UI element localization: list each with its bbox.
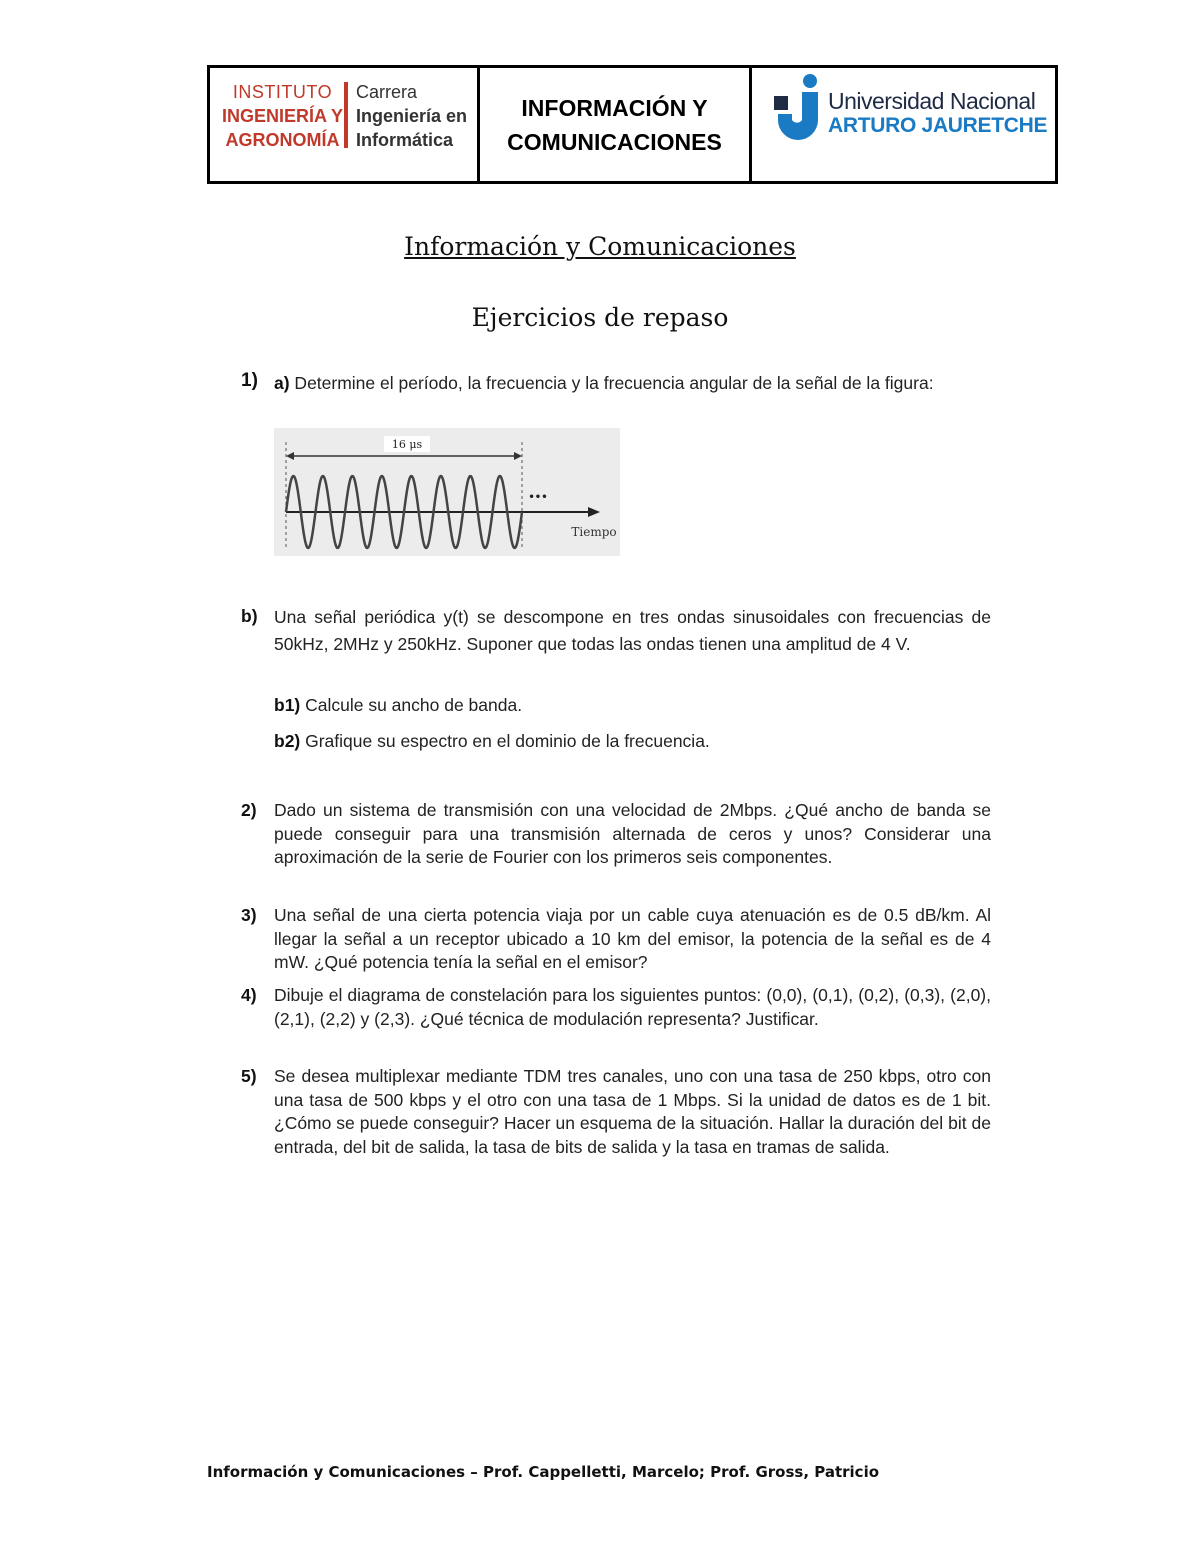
question-1b2-text: Grafique su espectro en el dominio de la frecuencia. [300,731,710,751]
question-3-text: Una señal de una cierta potencia viaja por un cable cuya atenuación es de 0.5 dB/km. Al llegar la señal a un receptor ubicado a 10 km del emisor, la potencia de la señal es de 4 mW. ¿Qué potencia tenía la señal en el emisor? [274,905,991,972]
question-1b-text: Una señal periódica y(t) se descompone en tres ondas sinusoidales con frecuencias de 50kHz, 2MHz y 250kHz. Suponer que todas las ondas tienen una amplitud de 4 V. [274,607,991,654]
document-subtitle: Ejercicios de repaso [471,303,729,332]
page-footer: Información y Comunicaciones – Prof. Cappelletti, Marcelo; Prof. Gross, Patricio [207,1463,880,1481]
time-axis-arrow [588,507,600,517]
question-4-number: 4) [241,985,257,1005]
institute-logo [210,68,480,181]
arrow-right-head [514,452,522,460]
question-1b2-label: b2) [274,731,301,751]
time-axis-label: Tiempo [571,525,617,539]
university-name: Universidad Nacional [828,88,1036,114]
arrow-left-head [286,452,294,460]
continuation-dots: ••• [528,492,548,503]
question-1b1-text: Calcule su ancho de banda. [300,695,523,715]
question-1b-number: b) [241,606,258,626]
document-title: Información y Comunicaciones [404,232,796,261]
logo-divider [344,82,348,148]
question-1a-text: Determine el período, la frecuencia y la frecuencia angular de la señal de la figura: [289,373,934,393]
question-1-number: 1) [241,370,258,391]
institute-name: INSTITUTO INGENIERÍA Y AGRONOMÍA [222,82,344,150]
question-5-text: Se desea multiplexar mediante TDM tres canales, uno con una tasa de 250 kbps, otro con una tasa de 500 kbps y el otro con una tasa de 1 Mbps. Si la unidad de datos es de 1 bit. ¿Cómo se puede conseguir? Hacer un esquema de la situación. Hallar la duración del bit de entrada, del bit de salida, la tasa de bits de salida y la tasa en tramas de salida. [274,1066,991,1157]
university-j-icon [772,72,824,142]
page-header [207,65,1058,184]
university-logo [752,68,1055,181]
question-1b1-label: b1) [274,695,301,715]
question-1b1 [274,694,991,718]
course-name: INFORMACIÓN Y COMUNICACIONES [480,68,752,181]
university-subname: ARTURO JAURETCHE [828,114,1048,137]
question-4-text: Dibuje el diagrama de constelación para los siguientes puntos: (0,0), (0,1), (0,2), (0,3), (2,0), (2,1), (2,2) y (2,3). ¿Qué técnica de modulación representa? Justificar. [274,985,991,1029]
signal-figure [274,428,620,556]
question-3-number: 3) [241,905,257,925]
question-2-number: 2) [241,800,257,820]
question-5-number: 5) [241,1066,257,1086]
career-name: Carrera Ingeniería en Informática [356,82,468,150]
sine-wave-plot [274,428,620,556]
question-1a [274,372,991,396]
question-1b2 [274,730,991,754]
question-1a-label: a) [274,373,290,393]
duration-label: 16 μs [391,438,423,451]
question-2-text: Dado un sistema de transmisión con una velocidad de 2Mbps. ¿Qué ancho de banda se puede conseguir para una transmisión alternada de ceros y unos? Considerar una aproximación de la serie de Fourier con los primeros seis componentes. [274,800,991,867]
